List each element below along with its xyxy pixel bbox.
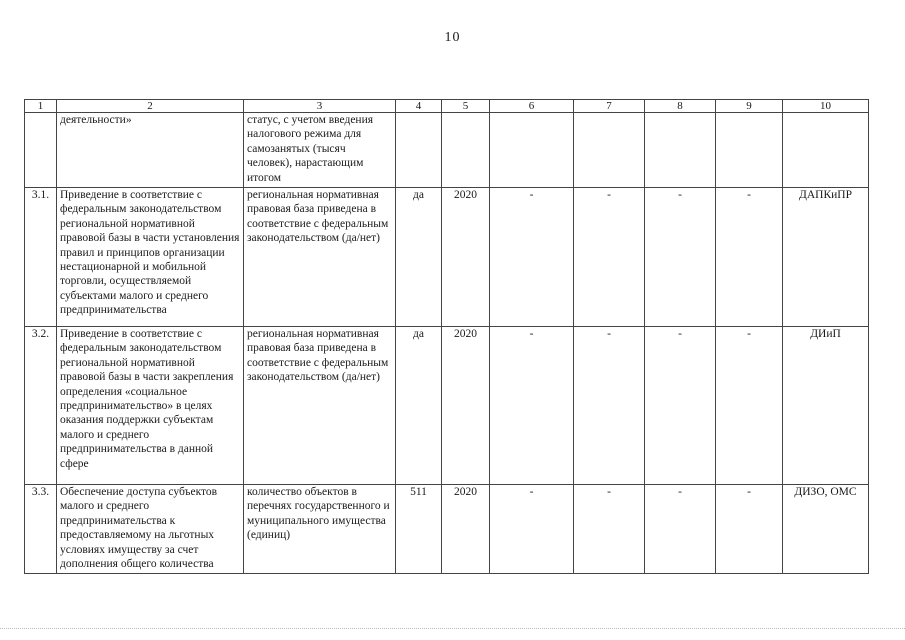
value-cell: 511 xyxy=(396,485,442,574)
table-row xyxy=(25,188,869,327)
year-cell: 2020 xyxy=(442,485,490,574)
value-cell: - xyxy=(645,327,716,485)
year-cell xyxy=(442,113,490,188)
value-cell: - xyxy=(716,485,783,574)
value-cell: - xyxy=(645,188,716,327)
column-header: 4 xyxy=(396,100,442,113)
value-cell xyxy=(574,113,645,188)
responsible-cell: ДАПКиПР xyxy=(783,188,869,327)
item-number xyxy=(25,113,57,188)
indicator-cell: региональная нормативная правовая база приведена в соответствие с федеральным законодательством (да/нет) xyxy=(244,327,396,485)
column-header: 7 xyxy=(574,100,645,113)
measure-cell: Приведение в соответствие с федеральным законодательством региональной нормативной правовой базы в части закрепления определения «социальное предпринимательство» в целях оказания поддержки субъектам малого и среднего предпринимательства в данной сфере xyxy=(57,327,244,485)
value-cell: - xyxy=(490,485,574,574)
value-cell: - xyxy=(645,485,716,574)
value-cell: - xyxy=(716,188,783,327)
responsible-cell: ДИиП xyxy=(783,327,869,485)
responsible-cell xyxy=(783,113,869,188)
column-header: 6 xyxy=(490,100,574,113)
item-number: 3.2. xyxy=(25,327,57,485)
year-cell: 2020 xyxy=(442,188,490,327)
column-header: 1 xyxy=(25,100,57,113)
page-number: 10 xyxy=(444,30,461,45)
value-cell xyxy=(645,113,716,188)
column-header: 10 xyxy=(783,100,869,113)
table-row xyxy=(25,327,869,485)
column-header: 8 xyxy=(645,100,716,113)
indicator-cell: статус, с учетом введения налогового режима для самозанятых (тысяч человек), нарастающим итогом xyxy=(244,113,396,188)
indicator-cell: количество объектов в перечнях государственного и муниципального имущества (единиц) xyxy=(244,485,396,574)
value-cell: да xyxy=(396,327,442,485)
value-cell: - xyxy=(490,188,574,327)
column-header: 3 xyxy=(244,100,396,113)
year-cell: 2020 xyxy=(442,327,490,485)
table-row xyxy=(25,113,869,188)
indicator-cell: региональная нормативная правовая база приведена в соответствие с федеральным законодательством (да/нет) xyxy=(244,188,396,327)
value-cell: - xyxy=(716,327,783,485)
value-cell: - xyxy=(574,327,645,485)
header-row xyxy=(25,100,869,113)
column-header: 2 xyxy=(57,100,244,113)
measure-cell: деятельности» xyxy=(57,113,244,188)
table-row xyxy=(25,485,869,574)
column-header: 9 xyxy=(716,100,783,113)
value-cell xyxy=(396,113,442,188)
measure-cell: Приведение в соответствие с федеральным законодательством региональной нормативной правовой базы в части установления правил и принципов организации нестационарной и мобильной торговли, осуществляемой субъектами малого и среднего предпринимательства xyxy=(57,188,244,327)
value-cell: - xyxy=(574,188,645,327)
scan-edge-divider xyxy=(0,628,905,629)
item-number: 3.3. xyxy=(25,485,57,574)
value-cell xyxy=(490,113,574,188)
responsible-cell: ДИЗО, ОМС xyxy=(783,485,869,574)
value-cell: да xyxy=(396,188,442,327)
value-cell: - xyxy=(490,327,574,485)
value-cell: - xyxy=(574,485,645,574)
column-header: 5 xyxy=(442,100,490,113)
plan-table xyxy=(24,99,869,574)
measure-cell: Обеспечение доступа субъектов малого и среднего предпринимательства к предоставляемому на льготных условиях имуществу за счет дополнения общего количества xyxy=(57,485,244,574)
item-number: 3.1. xyxy=(25,188,57,327)
value-cell xyxy=(716,113,783,188)
